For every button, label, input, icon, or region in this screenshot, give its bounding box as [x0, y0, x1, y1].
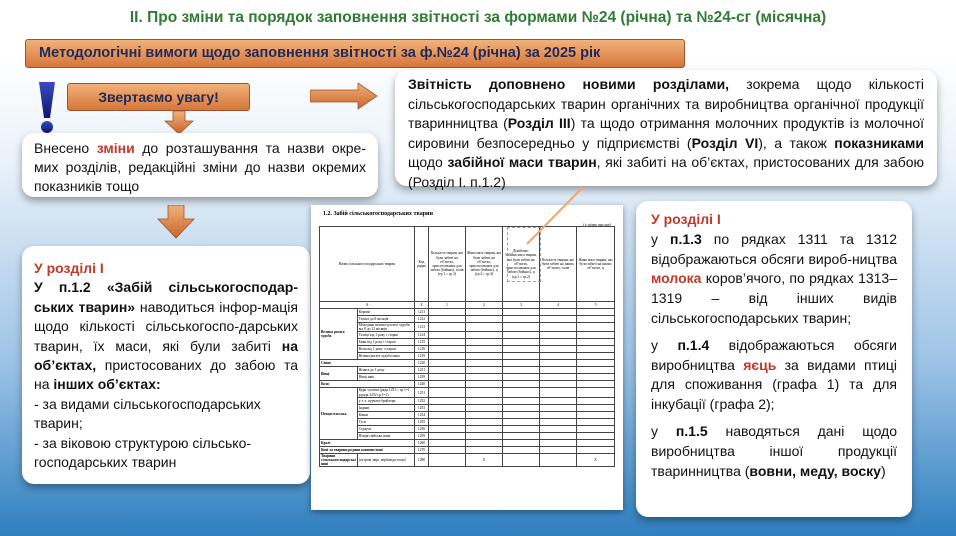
- list-item: - за віковою структурою сільсько-господарських тварин: [34, 434, 252, 471]
- table-row: Качки 1254: [320, 411, 615, 418]
- table-row: у т. ч. курчата-бройлери 1252: [320, 397, 615, 404]
- arrow-right-icon: [310, 82, 378, 110]
- changes-note-card: Внесено зміни до розташування та назви окре-мих розділів, редакційні зміни до назви окремих показників тощо: [22, 133, 378, 197]
- table-row: Кози 1240: [320, 381, 615, 388]
- section1-production-card: У розділі І у п.1.3 по рядках 1311 та 1312 відображаються обсяги вироб-ництва молока коров’ячого, по рядках 1313–1319 – від інших видів сільськогосподарських тварин; у п.1.4 відображаються обсяги виробництва яєць за видами птиці для споживання (графа 1) та для інкубації (графа 2); у п.1.5 наводяться дані щодо виробництва іншої продукції тваринництва (вовни, меду, воску): [636, 201, 912, 517]
- arrow-down-icon: [157, 205, 195, 239]
- exclamation-icon: [36, 80, 58, 135]
- table-row: Бики від 1 року і старші 1215: [320, 339, 615, 346]
- card-heading: У розділі І: [34, 260, 104, 276]
- table-row: Гуси 1255: [320, 418, 615, 425]
- table-row: Кролі 1260: [320, 439, 615, 446]
- section-header-bar: Методологічні вимоги щодо заповнення звітності за ф.№24 (річна) за 2025 рік: [25, 39, 685, 68]
- table-row: Страуси 1256: [320, 425, 615, 432]
- table-row: Індики 1253: [320, 404, 615, 411]
- table-row: Коні та тварини родини конячих інші 1270: [320, 446, 615, 453]
- table-row: Велика рогата худоба інша 1219: [320, 353, 615, 360]
- new-sections-card: Звітність доповнено новими розділами, зокрема щодо кількості сільськогосподарських тварин органічних та виробництва органічної продукції тваринництва (Розділ III) та щодо отримання молочних продуктів із молочної сировини безпосередньо у підприємстві (Розділ VI), а також показниками щодо забійної маси тварин, які забиті на об’єктах, пристосованих для забою (Розділ І. п.1.2): [395, 70, 937, 186]
- page-title: ІІ. Про зміни та порядок заповнення звітності за формами №24 (річна) та №24-сг (місячна): [129, 9, 827, 26]
- attention-banner: Звертаємо увагу!: [67, 83, 250, 111]
- table-row: Вівці Ягнята до 1 року 1231: [320, 367, 615, 374]
- table-row: Вівці інші 1239: [320, 374, 615, 381]
- table-row: Тварини сільськогосподарські інші (хутрові звірі, верблюди тощо) 1290 Х Х: [320, 453, 615, 467]
- table-row: Свині 1220: [320, 360, 615, 367]
- table-row: Птиця свійська інша 1259: [320, 432, 615, 439]
- form-unit: (у цілих числах): [583, 222, 611, 227]
- table-row: Воли від 1 року і старші 1216: [320, 346, 615, 353]
- table-row: Телята до 8 місяців 1212: [320, 316, 615, 323]
- form-excerpt-image: [311, 205, 623, 510]
- form-table: Назва сільськогосподарських тварин Код рядка Кількість тварин, які були забиті на об’єктах, пристосованих для забою (бойнях), голів (гр.1 ≥ гр.3) Жива маса тварин, які були забиті на об’єктах, пристосованих для забою (бойнях), ц (гр.2 ≥ гр.4) Довідково: Забійна маса тварин, які були забиті на об’єктах, пристосованих для забою (бойнях), ц (гр.3 ≤ гр.2) Кількість тварин, які були забиті на інших об’єктах, голів Жива маса тварин, які були забиті на інших об’єктах, ц А Б 1 2 3 4 5 Велика рогата худоба Корови 1211 Телята до 8 місяців 1212 Молодняк великої рогатої худоби від 8 до 12 місяців 1213 Телиці від 1 року і старші 1214 Бики від 1 року і старші 1215 Воли від 1 року і старші 1216 Велика рогата худоба інша 1219 Свині 1220 Вівці Ягнята до 1 року 1231 Вівці інші 1239 Кози 1240 Птиця сільська Кури та півні (рядк.1251 ≥ гр.1=1 р.рядк.1252 гр.1=1) 1251 у т. ч. курчата-бройлери 1252 Індики 1253 Качки 1254 Гуси 1255 Страуси 1256 Птиця свійська інша 1259 Кролі 1260 Коні та тварини родини конячих інші 1270 Тварини сільськогосподарські інші (хутрові звірі, верблюди тощо) 1290 Х Х: [319, 226, 615, 467]
- table-row: Молодняк великої рогатої худоби від 8 до 12 місяців 1213: [320, 323, 615, 332]
- highlight-frame: [507, 227, 541, 282]
- list-item: - за видами сільськогосподарських тварин;: [34, 395, 261, 432]
- form-title: 1.2. Забій сільськогосподарських тварин: [323, 211, 433, 217]
- table-row: Телиці від 1 року і старші 1214: [320, 332, 615, 339]
- table-row: Птиця сільська Кури та півні (рядк.1251 ≥ гр.1=1 р.рядк.1252 гр.1=1) 1251: [320, 388, 615, 397]
- arrow-down-icon: [164, 111, 194, 135]
- section1-slaughter-card: У розділі І У п.1.2 «Забій сільськогосподар-ських тварин» наводиться інфор-мація щодо кількості сільськогоспо-дарських тварин, їх маси, які були забиті на об’єктах, пристосованих до забою та на інших об’єктах: - за видами сільськогосподарських тварин; - за віковою структурою сільсько-господарських тварин: [22, 246, 310, 484]
- card-heading: У розділі І: [651, 211, 721, 227]
- table-row: Велика рогата худоба Корови 1211: [320, 309, 615, 316]
